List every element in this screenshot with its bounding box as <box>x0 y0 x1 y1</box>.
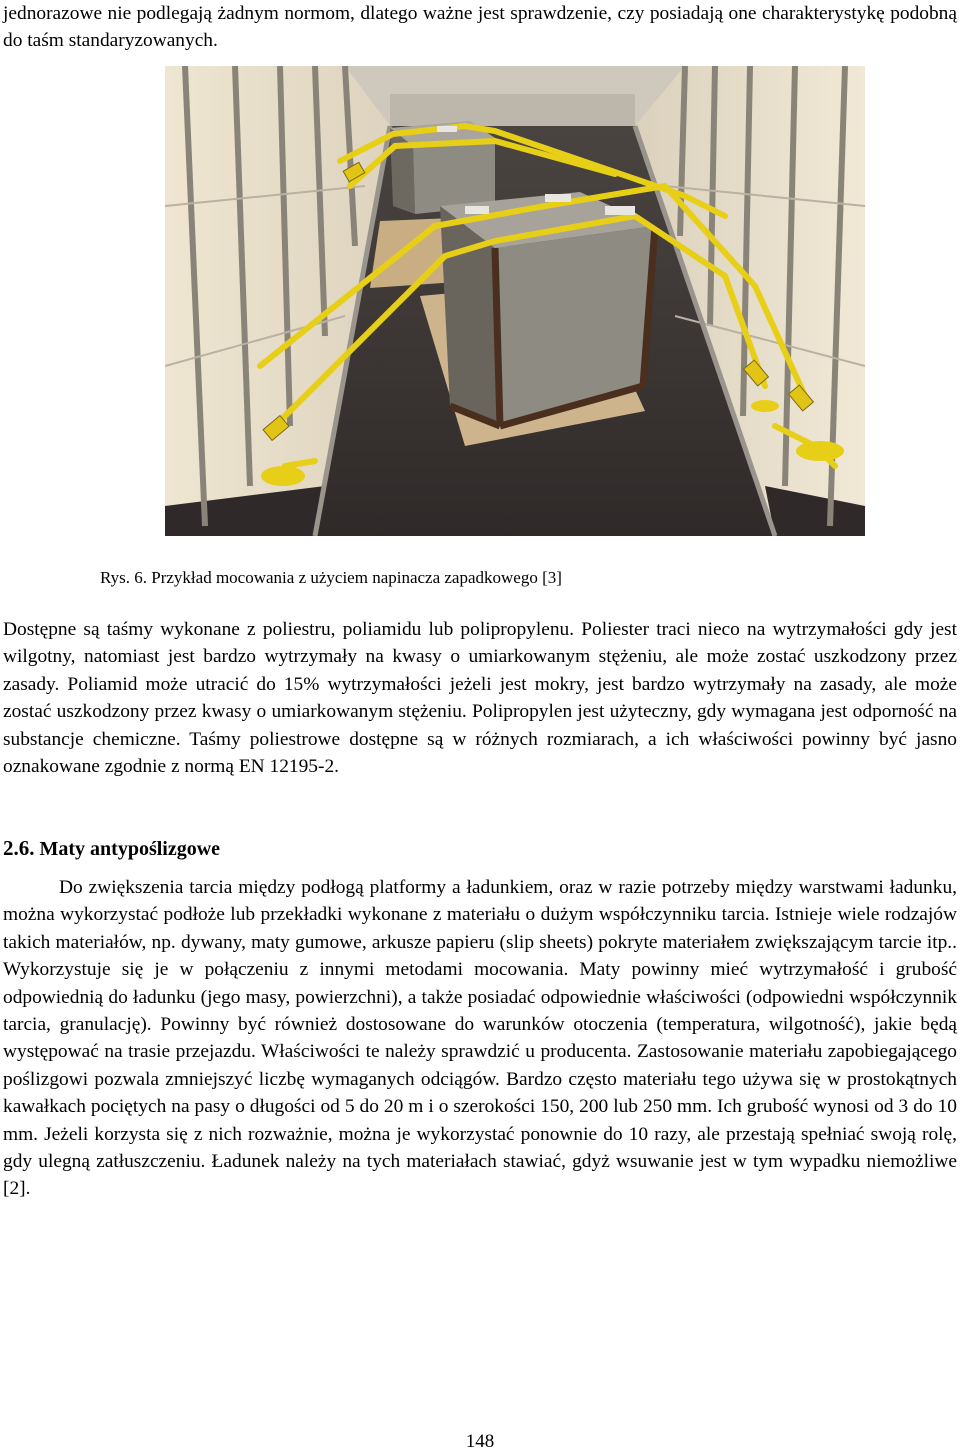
section-title: Maty antypoślizgowe <box>39 838 221 860</box>
figure-caption: Rys. 6. Przykład mocowania z użyciem napinacza zapadkowego [3] <box>100 568 562 587</box>
antislip-mats-paragraph: Do zwiększenia tarcia między podłogą platformy a ładunkiem, oraz w razie potrzeby między warstwami ładunku, można wykorzystać podłoże lub przekładki wykonane z materiału o dużym współczynniku tarcia. Istnieje wiele rodzajów takich materiałów, np. dywany, maty gumowe, arkusze papieru (slip sheets) pokryte materiałem zwiększającym tarcie itp.. Wykorzystuje się je w połączeniu z innymi metodami mocowania. Maty powinny mieć wytrzymałość i grubość odpowiednią do ładunku (jego masy, powierzchni), a także posiadać odpowiednie właściwości (odpowiedni współczynnik tarcia, granulację). Powinny być również dostosowane do warunków otoczenia (temperatura, wilgotność), jakie będą występować na trasie przejazdu. Właściwości te należy sprawdzić u producenta. Zastosowanie materiału zapobiegającego poślizgowi pozwala zmniejszyć liczbę wymaganych odciągów. Bardzo często materiału tego używa się w prostokątnych kawałkach pociętych na pasy o długości od 5 do 20 m i o szerokości 150, 200 lub 250 mm. Ich grubość wynosi od 3 do 10 mm. Jeżeli korzysta się z nich rozważnie, można je wykorzystać ponownie do 10 razy, ale przestają spełniać swoją rolę, gdy ulegną zatłuszczeniu. Ładunek należy na tych materiałach stawiać, gdyż wsuwanie jest w tym wypadku niemożliwe [2]. <box>3 877 957 1200</box>
strap-materials-paragraph: Dostępne są taśmy wykonane z poliestru, poliamidu lub polipropylenu. Poliester traci nieco na wytrzymałości gdy jest wilgotny, natomiast jest bardzo wytrzymały na kwasy o umiarkowanym stężeniu, ale może zostać uszkodzony przez zasady. Poliamid może utracić do 15% wytrzymałości jeżeli jest mokry, jest bardzo wytrzymały na zasady, ale może zostać uszkodzony przez kwasy o umiarkowanym stężeniu. Polipropylen jest użyteczny, gdy wymagana jest odporność na substancje chemiczne. Taśmy poliestrowe dostępne są w różnych rozmiarach, a ich właściwości powinny być jasno oznakowane zgodnie z normą EN 12195-2. <box>3 619 957 778</box>
section-heading <box>3 834 220 863</box>
cargo-securing-photo <box>165 66 865 536</box>
intro-paragraph: jednorazowe nie podlegają żadnym normom, dlatego ważne jest sprawdzenie, czy posiadają one charakterystykę podobną do taśm standaryzowanych. <box>3 3 957 52</box>
page-number: 148 <box>465 1431 495 1452</box>
section-number: 2.6. <box>3 836 35 860</box>
